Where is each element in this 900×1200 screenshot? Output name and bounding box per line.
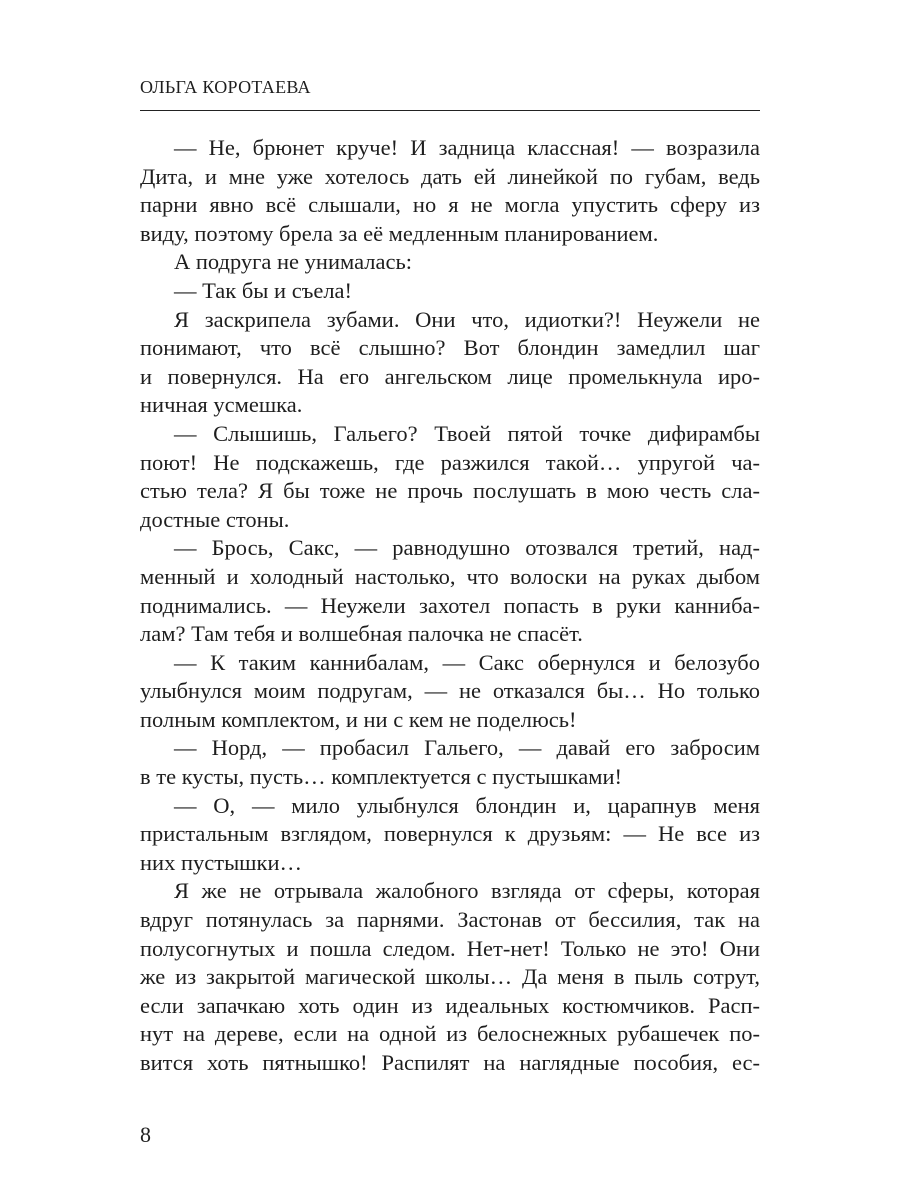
text-line: — Норд, — пробасил Гальего, — давай его забросим	[174, 735, 760, 761]
text-line: Дита, и мне уже хотелось дать ей линейкой по губам, ведь	[140, 163, 760, 189]
text-line: них пустышки…	[140, 849, 302, 875]
text-line: стью тела? Я бы тоже не прочь послушать в мою честь сла-	[140, 478, 760, 504]
text-line: если запачкаю хоть один из идеальных костюмчиков. Расп-	[140, 992, 760, 1018]
text-line: в те кусты, пусть… комплектуется с пустышками!	[140, 764, 623, 790]
text-line: — Слышишь, Гальего? Твоей пятой точке дифирамбы	[174, 420, 760, 446]
text-line: ничная усмешка.	[140, 392, 303, 418]
body-text	[140, 134, 760, 1078]
header-rule	[140, 110, 760, 111]
text-line: улыбнулся моим подругам, — не отказался бы… Но только	[140, 678, 760, 704]
text-line: Я заскрипела зубами. Они что, идиотки?! Неужели не	[174, 306, 760, 332]
text-line: полусогнутых и пошла следом. Нет-нет! Только не это! Они	[140, 935, 760, 961]
text-line: и повернулся. На его ангельском лице промелькнула иро-	[140, 363, 760, 389]
text-line: полным комплектом, и ни с кем не поделюсь!	[140, 706, 577, 732]
page-number: 8	[140, 1122, 151, 1147]
text-line: — К таким каннибалам, — Сакс обернулся и белозубо	[174, 649, 760, 675]
text-line: — О, — мило улыбнулся блондин и, царапнув меня	[174, 792, 760, 818]
text-line: понимают, что всё слышно? Вот блондин замедлил шаг	[140, 335, 760, 361]
text-line: парни явно всё слышали, но я не могла упустить сферу из	[140, 192, 760, 218]
text-line: нут на дереве, если на одной из белоснежных рубашечек по-	[140, 1021, 760, 1047]
text-line: лам? Там тебя и волшебная палочка не спасёт.	[140, 621, 583, 647]
text-line: Я же не отрывала жалобного взгляда от сферы, которая	[174, 878, 760, 904]
text-line: достные стоны.	[140, 506, 290, 532]
text-line: поднимались. — Неужели захотел попасть в руки каннибa-	[140, 592, 760, 618]
text-line: менный и холодный настолько, что волоски на руках дыбом	[140, 563, 760, 589]
text-line: поют! Не подскажешь, где разжился такой… упругой ча-	[140, 449, 760, 475]
text-line: пристальным взглядом, повернулся к друзьям: — Не все из	[140, 821, 760, 847]
text-line: вдруг потянулась за парнями. Застонав от бессилия, так на	[140, 907, 760, 933]
text-line: А подруга не унималась:	[174, 249, 412, 275]
text-line: — Брось, Сакс, — равнодушно отозвался третий, над-	[174, 535, 760, 561]
text-line: — Не, брюнет круче! И задница классная! — возразила	[174, 135, 760, 160]
text-line: вится хоть пятнышко! Распилят на наглядные пособия, ес-	[140, 1050, 760, 1075]
text-line: — Так бы и съела!	[174, 277, 353, 303]
text-line: виду, поэтому брела за её медленным планированием.	[140, 220, 659, 246]
text-line: же из закрытой магической школы… Да меня в пыль сотрут,	[140, 964, 760, 990]
running-head-author: ОЛЬГА КОРОТАЕВА	[140, 77, 311, 97]
